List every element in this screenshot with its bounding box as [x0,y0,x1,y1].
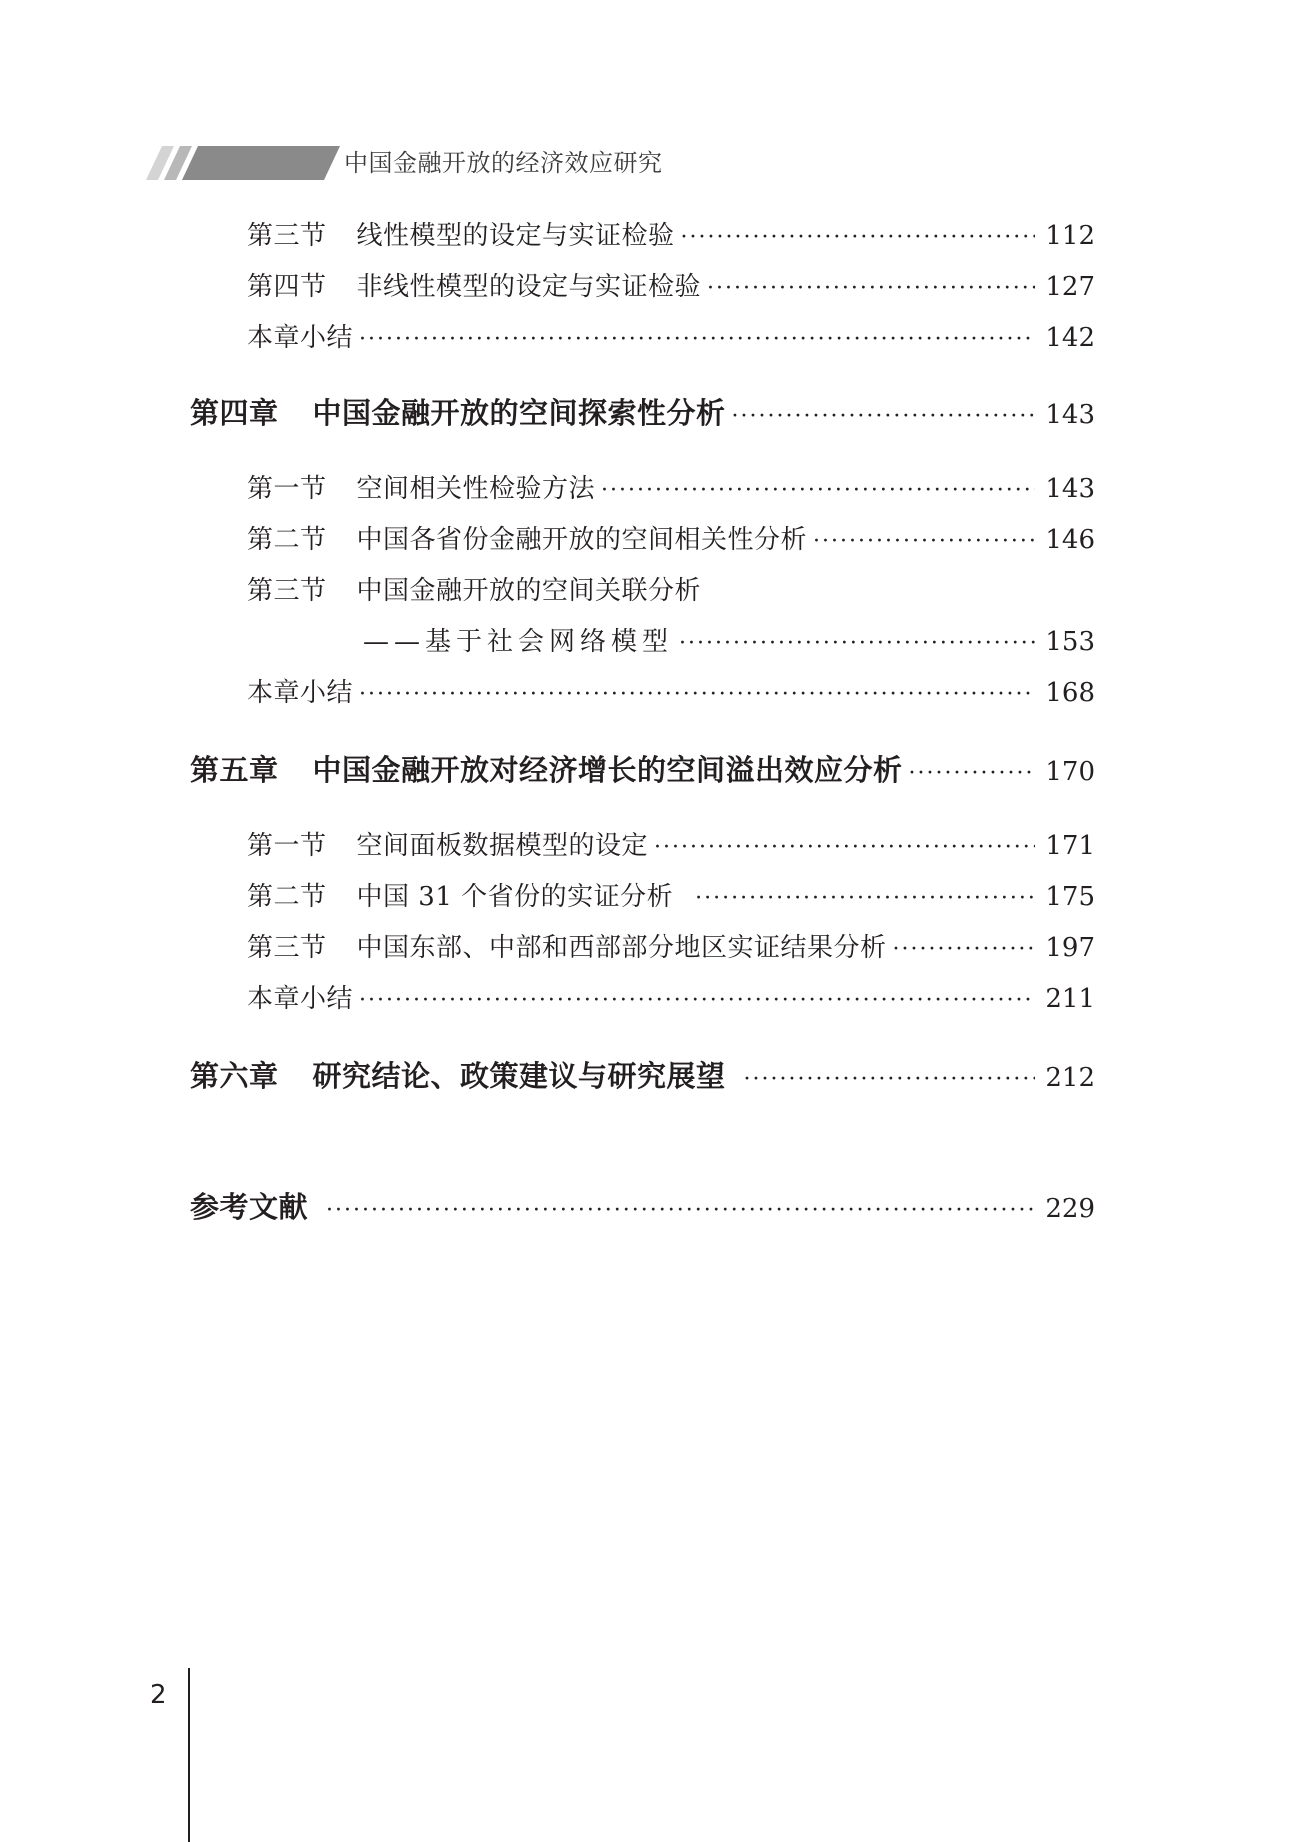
toc-leader-dots [707,269,1035,309]
toc-entry-page: 211 [1045,984,1095,1014]
toc-entry-title: 中国 31 个省份的实证分析 [356,882,674,912]
toc-entry-number: 第三节 [247,576,327,606]
toc-chapter-title: 中国金融开放的空间探索性分析 [312,396,726,430]
toc-entry-subtitle-text: ——基于社会网络模型 [363,627,674,657]
toc-leader-dots [732,397,1036,437]
toc-chapter-title: 中国金融开放对经济增长的空间溢出效应分析 [312,753,903,787]
toc-entry-title: 中国各省份金融开放的空间相关性分析 [356,525,808,555]
toc-entry[interactable] [247,877,1095,917]
toc-chapter-number: 第六章 [190,1059,279,1093]
toc-chapter-number: 第四章 [190,396,279,430]
toc-entry-page: 175 [1045,882,1095,912]
toc-leader-dots [601,471,1035,511]
toc-leader-dots [654,828,1035,868]
toc-entry-page: 112 [1045,221,1095,251]
toc-entry[interactable] [247,216,1095,256]
toc-chapter-entry[interactable] [190,750,1095,790]
toc-entry-title: 空间面板数据模型的设定 [356,831,649,861]
toc-leader-dots [813,522,1035,562]
toc-references-entry[interactable] [190,1187,1095,1227]
toc-entry[interactable] [247,469,1095,509]
page-number: 2 [150,1680,167,1710]
toc-leader-dots [909,754,1036,794]
toc-leader-dots [893,930,1036,970]
toc-entry-title: 空间相关性检验方法 [356,474,596,504]
toc-entry-page: 153 [1045,627,1095,657]
toc-entry-page: 229 [1045,1194,1095,1224]
toc-entry-title: 本章小结 [247,984,354,1014]
toc-entry-title: 本章小结 [247,323,354,353]
toc-entry-title: 中国东部、中部和西部部分地区实证结果分析 [356,933,887,963]
toc-entry[interactable] [247,673,1095,713]
toc-entry[interactable] [247,979,1095,1019]
toc-entry-page: 168 [1045,678,1095,708]
toc-leader-dots [359,675,1035,715]
toc-entry-page: 127 [1045,272,1095,302]
toc-chapter-title: 研究结论、政策建议与研究展望 [312,1059,726,1093]
toc-entry-number: 第三节 [247,933,327,963]
toc-entry-title: 线性模型的设定与实证检验 [356,221,675,251]
toc-entry-page: 146 [1045,525,1095,555]
toc-leader-dots [326,1191,1035,1231]
toc-entry-number: 第二节 [247,525,327,555]
toc-leader-dots [359,981,1035,1021]
toc-entry-page: 143 [1045,400,1095,430]
toc-entry-subtitle[interactable] [247,622,1095,662]
toc-entry-title: 中国金融开放的空间关联分析 [356,576,702,606]
running-header-title: 中国金融开放的经济效应研究 [344,149,663,177]
toc-leader-dots [744,1060,1036,1100]
toc-chapter-number: 第五章 [190,753,279,787]
toc-leader-dots [679,624,1035,664]
toc-entry[interactable] [247,928,1095,968]
toc-entry-page: 212 [1045,1063,1095,1093]
toc-entry-title: 非线性模型的设定与实证检验 [356,272,702,302]
toc-entry-number: 第一节 [247,474,327,504]
toc-entry-number: 第一节 [247,831,327,861]
toc-entry-page: 143 [1045,474,1095,504]
toc-leader-dots [695,879,1035,919]
toc-entry-page: 142 [1045,323,1095,353]
toc-entry-title: 本章小结 [247,678,354,708]
toc-leader-dots [359,320,1035,360]
toc-entry-number: 第二节 [247,882,327,912]
footer-vertical-rule [188,1668,190,1842]
toc-chapter-entry[interactable] [190,1056,1095,1096]
toc-chapter-entry[interactable] [190,393,1095,433]
toc-entry-page: 170 [1045,757,1095,787]
toc-entry[interactable] [247,571,1095,611]
toc-entry-number: 第三节 [247,221,327,251]
toc-entry-number: 第四节 [247,272,327,302]
toc-entry[interactable] [247,826,1095,866]
running-header-decoration [140,146,340,180]
toc-entry[interactable] [247,520,1095,560]
toc-entry-page: 171 [1045,831,1095,861]
toc-entry[interactable] [247,318,1095,358]
toc-chapter-title: 参考文献 [190,1190,309,1224]
toc-entry[interactable] [247,267,1095,307]
toc-leader-dots [681,218,1036,258]
toc-entry-page: 197 [1045,933,1095,963]
